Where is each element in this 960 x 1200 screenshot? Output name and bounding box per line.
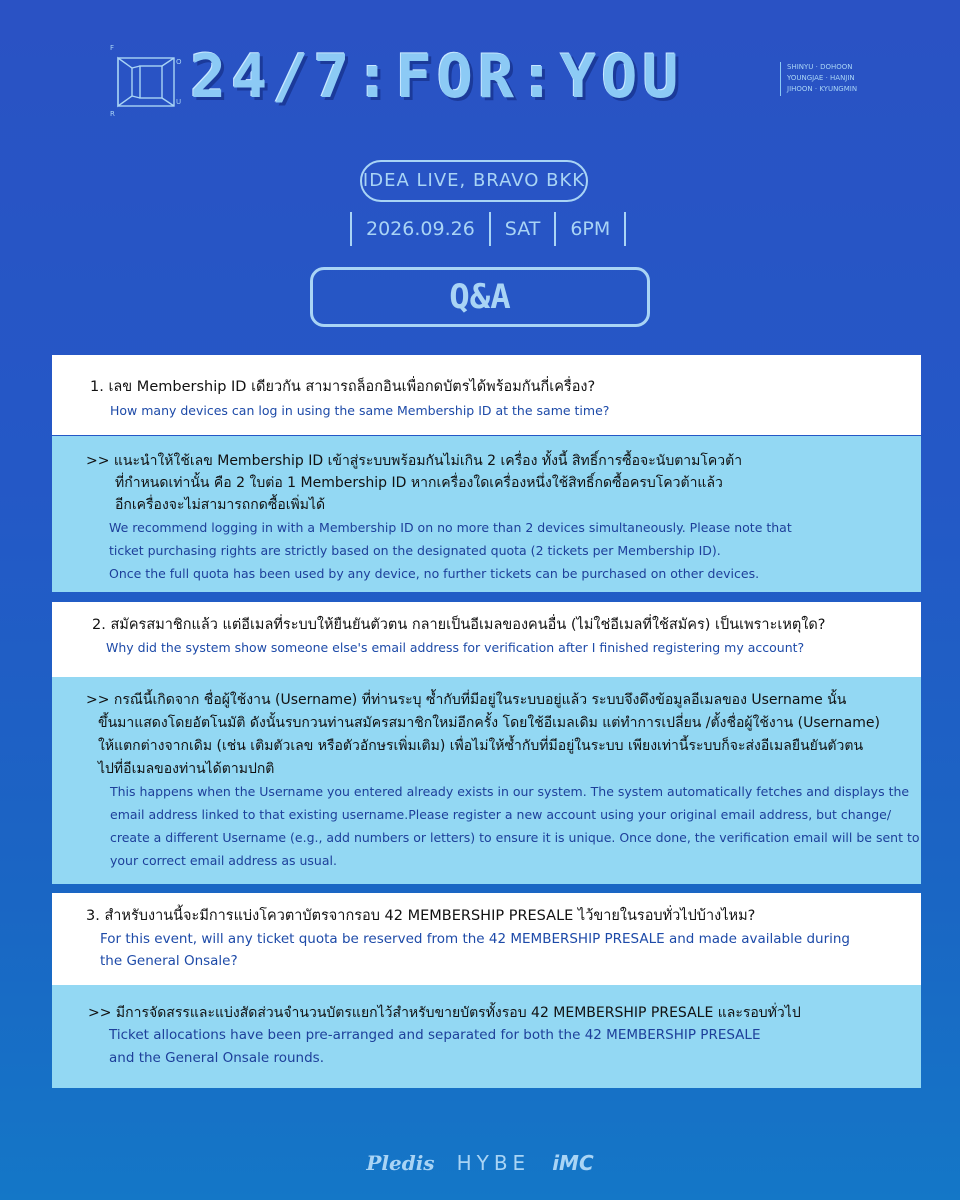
cube-outline-icon (108, 44, 184, 120)
event-day: SAT (489, 212, 555, 246)
hybe-logo: HYBE (456, 1151, 531, 1175)
event-title: 24/7:FOR:YOU (190, 42, 684, 112)
answer-english-line: Ticket allocations have been pre-arranged and separated for both the 42 MEMBERSHIP PRESALE (109, 1027, 761, 1043)
answer-english-line: Once the full quota has been used by any device, no further tickets can be purchased on other devices. (109, 566, 760, 581)
sponsor-logos (0, 1148, 960, 1178)
answer-english-line: email address linked to that existing username.Please register a new account using your original email address, but change/ (110, 807, 892, 822)
date-time-row (350, 212, 626, 246)
answer-thai-line: >> มีการจัดสรรและแบ่งสัดส่วนจำนวนบัตรแยกไว้สำหรับขายบัตรทั้งรอบ 42 MEMBERSHIP PRESALE และรอบทั่วไป (88, 1005, 801, 1021)
answer-panel-1 (52, 436, 921, 592)
pledis-logo: Pledis (366, 1151, 435, 1175)
event-time: 6PM (554, 212, 626, 246)
logo-letter-f: F (110, 44, 115, 52)
answer-panel-3 (52, 985, 921, 1088)
four-cube-logo (108, 44, 184, 120)
answer-english-line: create a different Username (e.g., add numbers or letters) to ensure it is unique. Once done, the verification email will be sent to (110, 830, 920, 845)
answer-thai-line: อีกเครื่องจะไม่สามารถกดซื้อเพิ่มได้ (115, 497, 326, 513)
answer-english-line: We recommend logging in with a Membership ID on no more than 2 devices simultaneously. Please note that (109, 520, 792, 535)
answer-thai-line: ที่กำหนดเท่านั้น คือ 2 ใบต่อ 1 Membership ID หากเครื่องใดเครื่องหนึ่งใช้สิทธิ์กดซื้อครบโควต้าแล้ว (115, 475, 723, 491)
member-line: JIHOON · KYUNGMIN (787, 85, 858, 93)
member-list (780, 62, 883, 96)
answer-thai-line: >> กรณีนี้เกิดจาก ชื่อผู้ใช้งาน (Username) ที่ท่านระบุ ซ้ำกับที่มีอยู่ในระบบอยู่แล้ว ระบบจึงดึงข้อมูลอีเมลของ Username นั้น (86, 692, 847, 708)
question-english: How many devices can log in using the same Membership ID at the same time? (110, 403, 610, 418)
answer-panel-2 (52, 677, 921, 884)
imc-logo: iMC (552, 1151, 594, 1175)
question-panel-2 (52, 602, 921, 677)
answer-thai-line: ให้แตกต่างจากเดิม (เช่น เติมตัวเลข หรือตัวอักษรเพิ่มเติม) เพื่อไม่ให้ซ้ำกับที่มีอยู่ในระบบ เพียงเท่านี้ระบบก็จะส่งอีเมลยืนยันตัวตน (98, 738, 864, 754)
question-english: Why did the system show someone else's email address for verification after I finished registering my account? (106, 640, 805, 655)
question-english: the General Onsale? (100, 953, 238, 969)
question-english: For this event, will any ticket quota be reserved from the 42 MEMBERSHIP PRESALE and made available during (100, 931, 851, 947)
logo-letter-u: U (176, 98, 182, 106)
question-thai: 2. สมัครสมาชิกแล้ว แต่อีเมลที่ระบบให้ยืนยันตัวตน กลายเป็นอีเมลของคนอื่น (ไม่ใช่อีเมลที่ใช้สมัคร) เป็นเพราะเหตุใด? (92, 617, 826, 633)
answer-english-line: ticket purchasing rights are strictly based on the designated quota (2 tickets per Membership ID). (109, 543, 721, 558)
venue-badge: IDEA LIVE, BRAVO BKK (360, 160, 588, 202)
answer-thai-line: ขึ้นมาแสดงโดยอัตโนมัติ ดังนั้นรบกวนท่านสมัครสมาชิกใหม่อีกครั้ง โดยใช้อีเมลเดิม แต่ทำการเปลี่ยน /ตั้งชื่อผู้ใช้งาน (Username) (98, 715, 880, 731)
member-line: SHINYU · DOHOON (787, 63, 853, 71)
answer-english-line: and the General Onsale rounds. (109, 1050, 324, 1066)
question-panel-3 (52, 893, 921, 985)
answer-thai-line: >> แนะนำให้ใช้เลข Membership ID เข้าสู่ระบบพร้อมกันไม่เกิน 2 เครื่อง ทั้งนี้ สิทธิ์การซื้อจะนับตามโควต้า (86, 453, 743, 469)
answer-english-line: This happens when the Username you entered already exists in our system. The system automatically fetches and displays the (110, 784, 910, 799)
question-panel-1 (52, 355, 921, 435)
member-line: YOUNGJAE · HANJIN (787, 74, 855, 82)
answer-english-line: your correct email address as usual. (110, 853, 337, 868)
section-title: Q&A (310, 267, 650, 327)
question-thai: 3. สำหรับงานนี้จะมีการแบ่งโควตาบัตรจากรอบ 42 MEMBERSHIP PRESALE ไว้ขายในรอบทั่วไปบ้างไหม? (86, 908, 756, 924)
logo-letter-r: R (110, 110, 115, 118)
answer-thai-line: ไปที่อีเมลของท่านได้ตามปกติ (98, 761, 275, 777)
logo-letter-o: O (176, 58, 182, 66)
question-thai: 1. เลข Membership ID เดียวกัน สามารถล็อกอินเพื่อกดบัตรได้พร้อมกันกี่เครื่อง? (90, 379, 596, 395)
event-date: 2026.09.26 (350, 212, 489, 246)
